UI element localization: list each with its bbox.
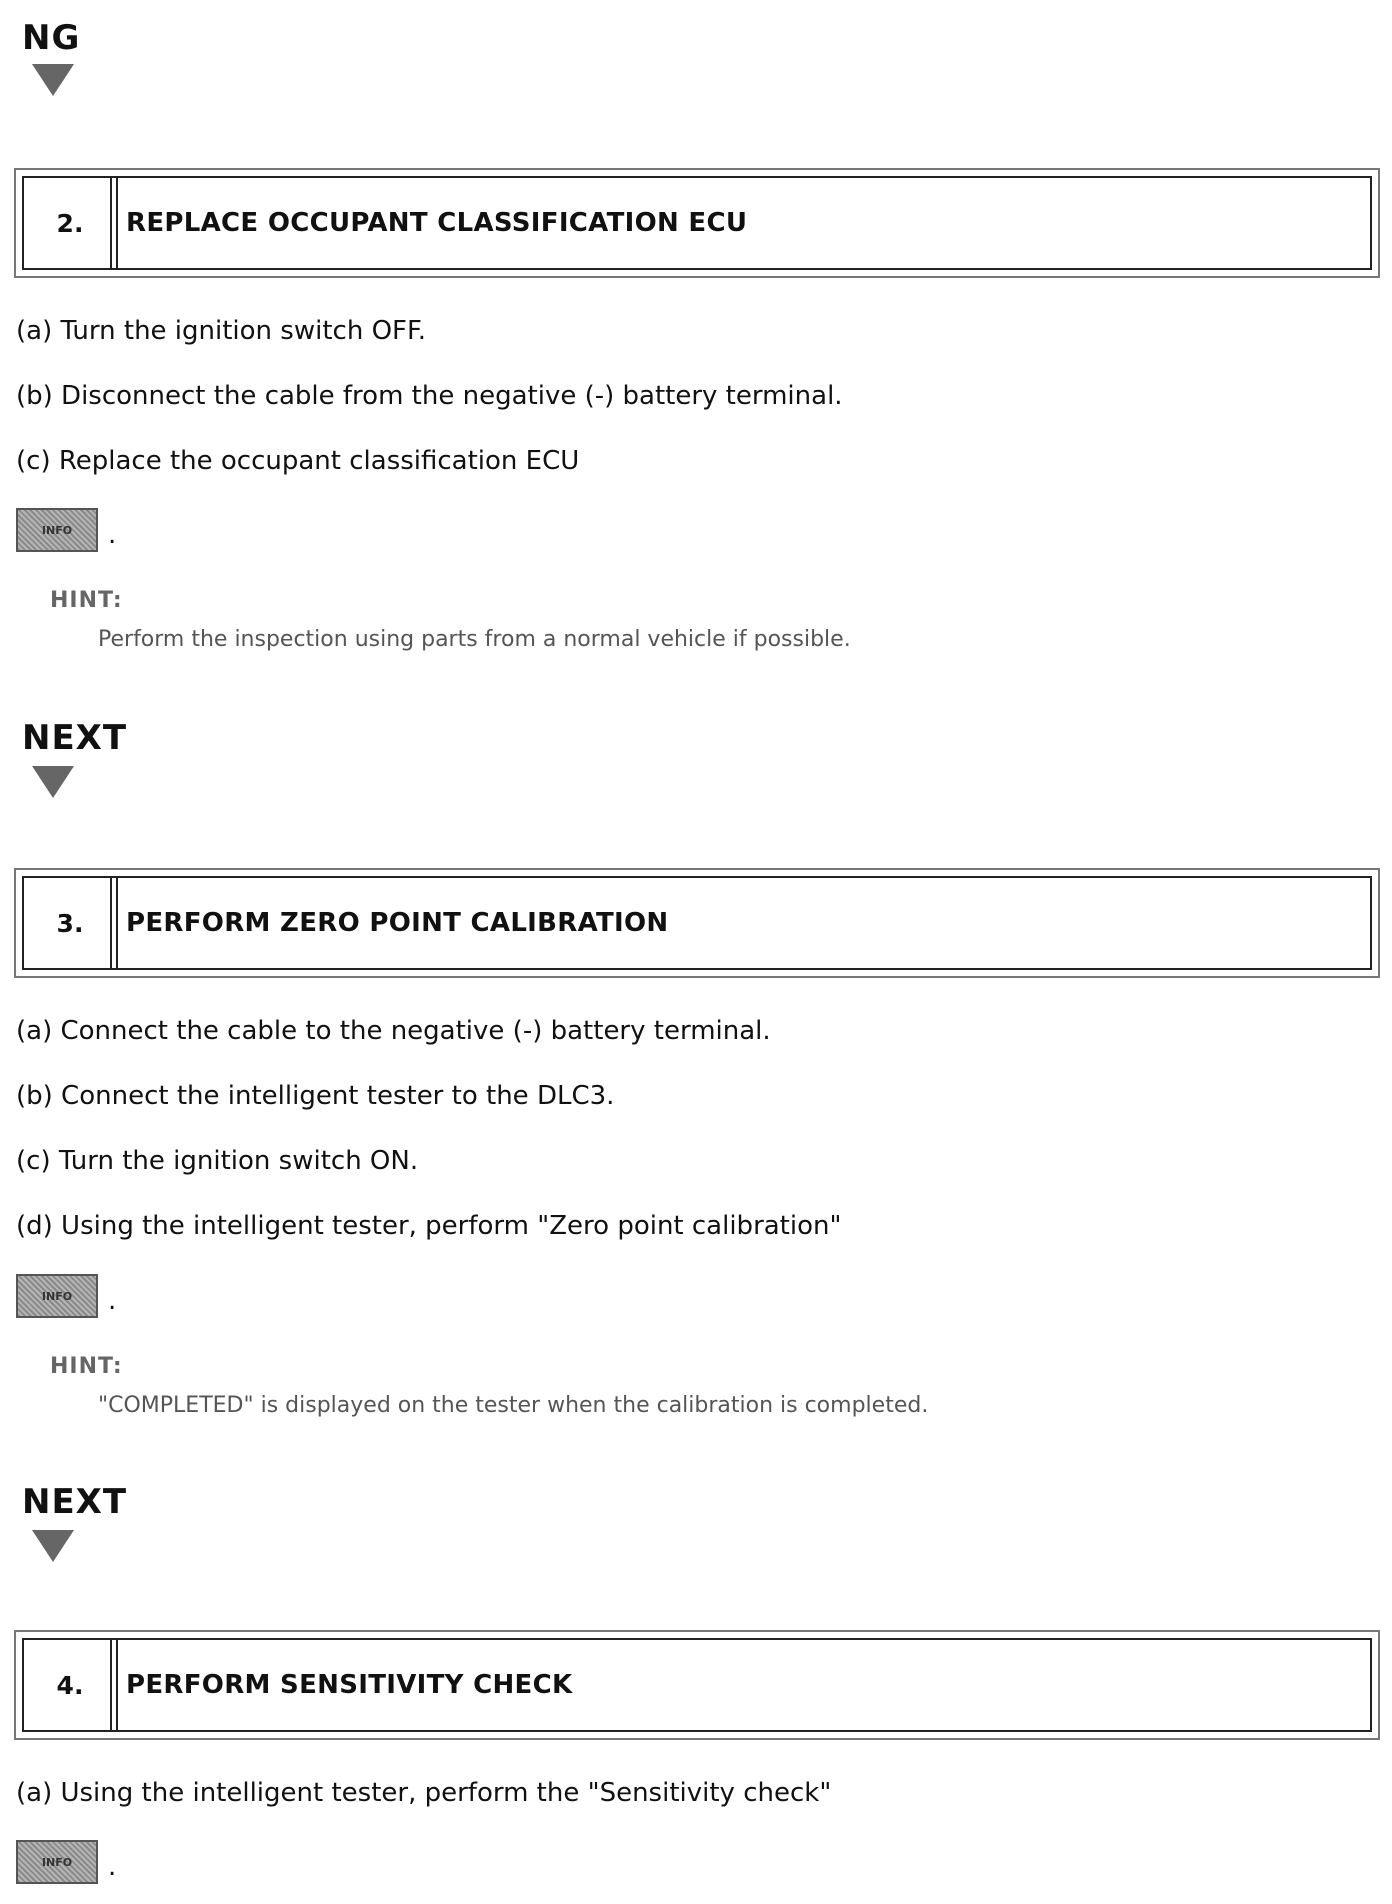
info-button[interactable]: INFO: [16, 1274, 98, 1318]
step-3-line-b: (b) Connect the intelligent tester to the DLC3.: [16, 1081, 615, 1111]
step-4-line-a: (a) Using the intelligent tester, perform the "Sensitivity check": [16, 1778, 832, 1808]
step-number: 4.: [24, 1640, 118, 1730]
next-label: NEXT: [22, 1482, 128, 1522]
step-2-line-a: (a) Turn the ignition switch OFF.: [16, 316, 427, 346]
period: .: [108, 520, 117, 550]
step-title: PERFORM SENSITIVITY CHECK: [126, 1670, 573, 1700]
info-button[interactable]: INFO: [16, 1840, 98, 1884]
step-number: 2.: [24, 178, 118, 268]
step-3-line-d: (d) Using the intelligent tester, perform "Zero point calibration": [16, 1211, 842, 1241]
hint-label: HINT:: [50, 588, 123, 613]
step-4-header: [14, 1630, 1380, 1740]
ng-label: NG: [22, 18, 81, 58]
info-button[interactable]: INFO: [16, 508, 98, 552]
hint-text: "COMPLETED" is displayed on the tester when the calibration is completed.: [98, 1393, 929, 1418]
down-arrow-icon: [32, 1530, 74, 1562]
hint-text: Perform the inspection using parts from a normal vehicle if possible.: [98, 627, 851, 652]
step-number: 3.: [24, 878, 118, 968]
step-title: REPLACE OCCUPANT CLASSIFICATION ECU: [126, 208, 748, 238]
next-label: NEXT: [22, 718, 128, 758]
down-arrow-icon: [32, 766, 74, 798]
step-2-line-b: (b) Disconnect the cable from the negative (-) battery terminal.: [16, 381, 843, 411]
step-3-line-c: (c) Turn the ignition switch ON.: [16, 1146, 419, 1176]
step-2-line-c: (c) Replace the occupant classification ECU: [16, 446, 580, 476]
period: .: [108, 1852, 117, 1882]
down-arrow-icon: [32, 64, 74, 96]
hint-label: HINT:: [50, 1354, 123, 1379]
step-3-line-a: (a) Connect the cable to the negative (-) battery terminal.: [16, 1016, 771, 1046]
period: .: [108, 1286, 117, 1316]
step-2-header: [14, 168, 1380, 278]
step-3-header: [14, 868, 1380, 978]
step-title: PERFORM ZERO POINT CALIBRATION: [126, 908, 669, 938]
